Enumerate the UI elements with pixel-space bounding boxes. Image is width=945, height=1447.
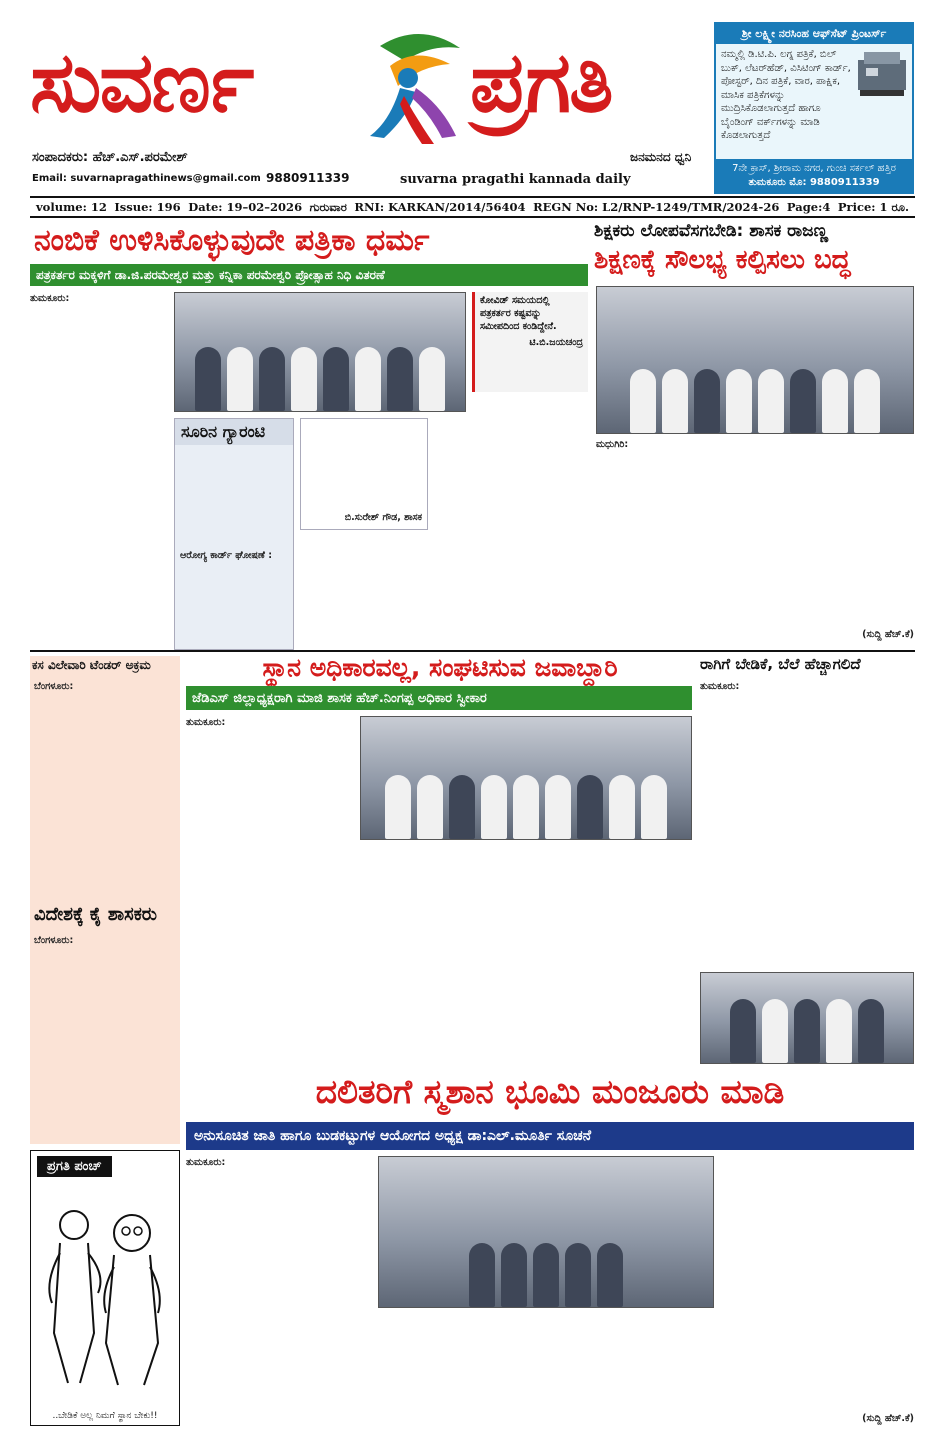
lead-caption-text: ಕೋವಿಡ್ ಸಮಯದಲ್ಲಿ ಪತ್ರಕರ್ತರ ಕಷ್ಟವನ್ನು ಸಮೀಪದಿಂದ ಕಂಡಿದ್ದೇನೆ. <box>480 295 557 332</box>
mid-right-headline: ರಾಗಿಗೆ ಬೇಡಿಕೆ, ಬೆಲೆ ಹೆಚ್ಚಾಗಲಿದೆ <box>700 655 861 673</box>
lead-headline: ನಂಬಿಕೆ ಉಳಿಸಿಕೊಳ್ಳುವುದೇ ಪತ್ರಿಕಾ ಧರ್ಮ <box>34 223 430 258</box>
price: Price: 1 ರೂ. <box>837 199 909 214</box>
topright-photo <box>596 286 914 434</box>
lead-box <box>174 418 294 650</box>
advert-contact: ತುಮಕೂರು ಮೊ: 9880911339 <box>748 176 880 188</box>
rni-number: RNI: KARKAN/2014/56404 <box>354 200 526 214</box>
masthead <box>30 20 710 195</box>
topright-headline2: ಶಿಕ್ಷಣಕ್ಕೆ ಸೌಲಭ್ಯ ಕಲ್ಪಿಸಲು ಬದ್ಧ <box>594 245 851 275</box>
issue-date: Date: 19–02–2026 <box>188 200 303 214</box>
volume: volume: 12 <box>36 200 107 214</box>
cartoon-drawing-icon <box>40 1183 170 1393</box>
lead-box-title: ಸೂರಿನ ಗ್ಯಾರಂಟಿ <box>175 419 293 445</box>
punch-caption: ..ಬೇಡಿಕೆ ಅಲ್ಲ ನಿಮಗೆ ಸ್ಥಾನ ಬೇಕು!! <box>52 1411 158 1421</box>
phone: 9880911339 <box>266 171 350 185</box>
lead-strap: ಪತ್ರಕರ್ತರ ಮಕ್ಕಳಿಗೆ ಡಾ.ಜಿ.ಪರಮೇಶ್ವರ ಮತ್ತು ಕನ್ನಿಕಾ ಪರಮೇಶ್ವರಿ ಪ್ರೋತ್ಸಾಹ ನಿಧಿ ವಿತರಣೆ <box>30 264 588 286</box>
issue-info-bar <box>30 196 915 218</box>
page-number: Page:4 <box>786 200 831 214</box>
mid-center-body-col1 <box>186 716 356 1076</box>
logo-left-word: ಸುವರ್ಣ <box>30 33 253 131</box>
advert-title: ಶ್ರೀ ಲಕ್ಷ್ಮೀ ನರಸಿಂಹ ಆಫ್‌ಸೆಟ್ ಪ್ರಿಂಟರ್ಸ್ <box>716 24 912 44</box>
lead-box-card: ಆರೋಗ್ಯ ಕಾರ್ಡ್ ಘೋಷಣೆ : <box>180 550 273 561</box>
mid-right-body <box>700 680 914 970</box>
advert-footer <box>716 159 912 192</box>
mid-right-photo <box>700 972 914 1064</box>
tagline: ಜನಮನದ ಧ್ವನಿ <box>630 150 692 164</box>
mid-left-dateline: ಬೆಂಗಳೂರು: <box>34 681 74 692</box>
bottom-body-col2 <box>378 1314 542 1426</box>
lead-caption-author: ಟಿ.ಬಿ.ಜಯಚಂದ್ರ <box>529 337 583 349</box>
lead-photo <box>174 292 466 412</box>
punch-title: ಪ್ರಗತಿ ಪಂಚ್ <box>37 1156 112 1177</box>
mid-center-headline: ಸ್ಥಾನ ಅಧಿಕಾರವಲ್ಲ, ಸಂಘಟಿಸುವ ಜವಾಬ್ದಾರಿ <box>262 653 618 682</box>
bottom-headline: ದಲಿತರಿಗೆ ಸ್ಮಶಾನ ಭೂಮಿ ಮಂಜೂರು ಮಾಡಿ <box>315 1072 785 1111</box>
advert-address: 7ನೇ ಕ್ರಾಸ್, ಶ್ರೀರಾಮ ನಗರ, ಗುಂಚಿ ಸರ್ಕಲ್ ಹತ್ತಿರ <box>732 163 896 174</box>
mid-left-sub-body <box>34 934 176 1140</box>
topright-credit: (ಸುದ್ದಿ ಹೆಚ್.ಕೆ) <box>862 629 914 641</box>
topright-dateline: ಮಧುಗಿರಿ: <box>596 439 629 450</box>
topright-headline1: ಶಿಕ್ಷಕರು ಲೋಪವೆಸಗಬೇಡಿ: ಶಾಸಕ ರಾಜಣ್ಣ <box>594 221 829 241</box>
mid-left-sub-dateline: ಬೆಂಗಳೂರು: <box>34 935 74 946</box>
regn-number: REGN No: L2/RNP-1249/TMR/2024-26 <box>533 200 780 214</box>
mid-center-dateline: ತುಮಕೂರು: <box>186 717 226 728</box>
bottom-credit: (ಸುದ್ದಿ ಹೆಚ್.ಕೆ) <box>862 1413 914 1425</box>
subtitle: suvarna pragathi kannada daily <box>400 172 631 187</box>
bottom-strap: ಅನುಸೂಚಿತ ಜಾತಿ ಹಾಗೂ ಬುಡಕಟ್ಟುಗಳ ಆಯೋಗದ ಅಧ್ಯಕ್ಷ ಡಾ:ಎಲ್.ಮೂರ್ತಿ ಸೂಚನೆ <box>186 1122 914 1150</box>
mid-left-subhead: ವಿದೇಶಕ್ಕೆ ಕೈ ಶಾಸಕರು <box>34 904 158 925</box>
mid-left-body <box>34 680 176 898</box>
section-divider <box>30 650 915 652</box>
bottom-body-col4 <box>720 1156 914 1426</box>
lead-quote-author: ಬಿ.ಸುರೇಶ್ ಗೌಡ, ಶಾಸಕ <box>344 512 422 524</box>
printer-machine-icon <box>856 50 908 147</box>
bottom-body-col1 <box>186 1156 372 1426</box>
mid-center-strap: ಜೆಡಿಎಸ್ ಜಿಲ್ಲಾಧ್ಯಕ್ಷರಾಗಿ ಮಾಜಿ ಶಾಸಕ ಹೆಚ್.ನಿಂಗಪ್ಪ ಅಧಿಕಾರ ಸ್ವೀಕಾರ <box>186 686 692 710</box>
email: Email: suvarnapragathinews@gmail.com <box>32 173 261 184</box>
logo-right-word: ಪ್ರಗತಿ <box>470 33 612 131</box>
bottom-dateline: ತುಮಕೂರು: <box>186 1157 226 1168</box>
advert-text: ನಮ್ಮಲ್ಲಿ ಡಿ.ಟಿ.ಪಿ. ಲಗ್ನ ಪತ್ರಿಕೆ, ಬಿಲ್ ಬುಕ್, ಲೆಟರ್‌ಹೆಡ್, ವಿಸಿಟಿಂಗ್ ಕಾರ್ಡ್, ಪೋಸ್ಟರ್, ದಿನ ಪತ್ರಿಕೆ, ವಾರ, ಪಾಕ್ಷಿಕ, ಮಾಸಿಕ ಪತ್ರಿಕೆಗಳನ್ನು ಮುದ್ರಿಸಿಕೊಡಲಾಗುತ್ತದೆ ಹಾಗೂ ಬೈಂಡಿಂಗ್ ವರ್ಕ್‌ಗಳನ್ನು ಮಾಡಿ ಕೊಡಲಾಗುತ್ತದೆ <box>721 49 851 141</box>
issue-number: Issue: 196 <box>114 200 181 214</box>
mid-center-body-col2 <box>360 846 522 1076</box>
mid-right-dateline: ತುಮಕೂರು: <box>700 681 740 692</box>
punch-box <box>30 1150 180 1426</box>
mid-center-body-col3 <box>528 846 692 1076</box>
mid-center-photo <box>360 716 692 840</box>
lead-caption <box>472 292 588 392</box>
logo-emblem-icon <box>360 26 470 146</box>
lead-dateline: ತುಮಕೂರು: <box>30 293 70 304</box>
lead-body-col2 <box>300 536 428 648</box>
editor-line: ಸಂಪಾದಕರು: ಹೆಚ್.ಎಸ್.ಪರಮೇಶ್ <box>32 150 188 165</box>
printer-advert <box>714 22 914 194</box>
lead-body-col3 <box>434 398 588 648</box>
lead-body-col1 <box>30 292 170 648</box>
lead-quote <box>300 418 428 530</box>
topright-body-col2 <box>758 438 914 642</box>
topright-body-col1 <box>596 438 752 642</box>
issue-day: ಗುರುವಾರ <box>309 199 347 214</box>
bottom-photo <box>378 1156 714 1308</box>
mid-left-headline: ಕಸ ವಿಲೇವಾರಿ ಟೆಂಡರ್ ಅಕ್ರಮ <box>32 658 151 672</box>
bottom-body-col3 <box>548 1314 714 1426</box>
